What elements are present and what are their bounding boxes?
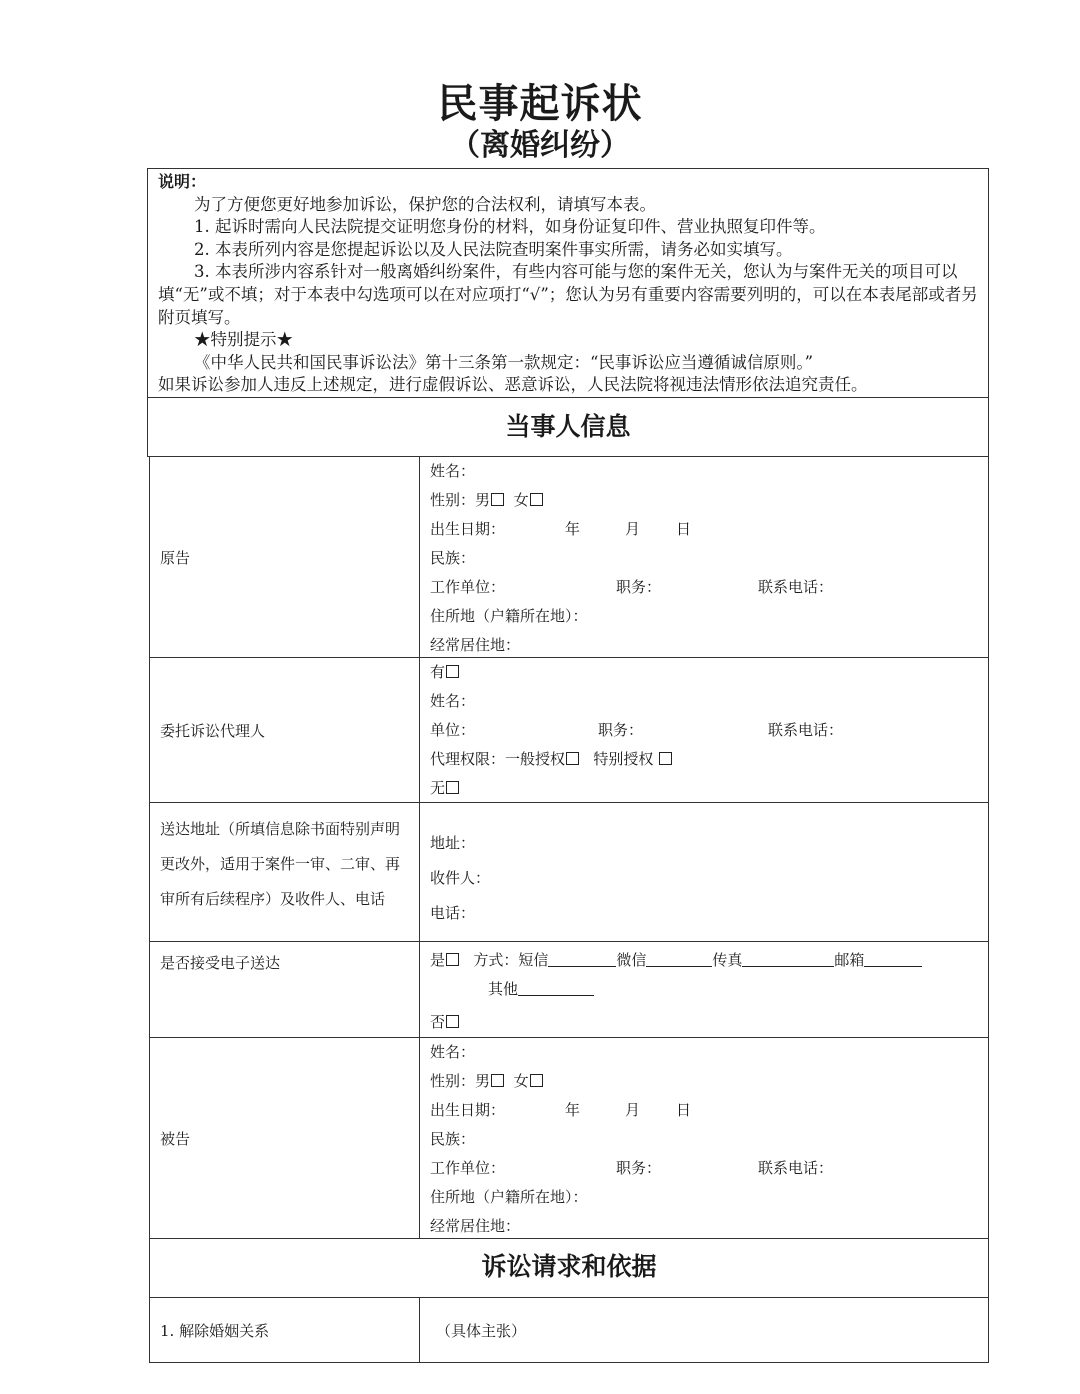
instructions-item-3: 3. 本表所涉内容系针对一般离婚纠纷案件，有些内容可能与您的案件无关，您认为与案件无关的项目可以填“无”或不填；对于本表中勾选项可以在对应项打“√”；您认为另有重要内容需要列明的，可以在本表尾部或者另附页填写。 xyxy=(158,262,978,327)
claim-value-field[interactable] xyxy=(420,1298,988,1362)
section-header-parties xyxy=(147,397,989,457)
instructions-intro: 为了方便您更好地参加诉讼，保护您的合法权利，请填写本表。 xyxy=(194,194,656,214)
claim-row xyxy=(149,1298,989,1363)
agent-phone-field[interactable]: 联系电话： xyxy=(768,721,844,739)
instructions-item-2: 2. 本表所列内容是您提起诉讼以及人民法院查明案件事实所需，请务必如实填写。 xyxy=(194,239,793,259)
day-label: 日 xyxy=(676,520,692,538)
plaintiff-row xyxy=(149,457,989,658)
fax-label: 传真 xyxy=(712,951,743,969)
agent-yes-option: 有 xyxy=(430,663,446,681)
birth-date-label[interactable]: 出生日期： xyxy=(430,520,506,538)
sms-label: 短信 xyxy=(518,951,549,969)
birth-date-label[interactable]: 出生日期： xyxy=(430,1101,506,1119)
general-authority-option: 一般授权 xyxy=(505,750,566,768)
agent-no-checkbox[interactable] xyxy=(446,781,459,794)
plaintiff-label: 原告 xyxy=(150,457,420,657)
email-label: 邮箱 xyxy=(834,951,865,969)
recipient-field[interactable]: 收件人： xyxy=(430,869,491,887)
document-subtitle: （离婚纠纷） xyxy=(450,128,630,163)
wechat-label: 微信 xyxy=(616,951,647,969)
position-field[interactable]: 职务： xyxy=(616,1159,662,1177)
phone-field[interactable]: 联系电话： xyxy=(758,578,834,596)
position-field[interactable]: 职务： xyxy=(616,578,662,596)
wechat-input[interactable] xyxy=(646,952,712,967)
agent-row xyxy=(149,658,989,803)
phone-field[interactable]: 联系电话： xyxy=(758,1159,834,1177)
service-address-field[interactable]: 地址： xyxy=(430,834,476,852)
authority-label: 代理权限： xyxy=(430,750,506,768)
ethnicity-field[interactable]: 民族： xyxy=(430,549,476,567)
service-fields xyxy=(420,803,988,941)
year-label: 年 xyxy=(565,520,581,538)
method-label: 方式： xyxy=(473,951,519,969)
special-notice-line-1: 《中华人民共和国民事诉讼法》第十三条第一款规定：“民事诉讼应当遵循诚信原则。” xyxy=(194,352,814,372)
instructions-heading: 说明： xyxy=(158,172,207,191)
gender-label: 性别： xyxy=(430,1072,476,1090)
male-checkbox[interactable] xyxy=(491,493,504,506)
male-option: 男 xyxy=(475,1072,491,1090)
domicile-field[interactable]: 住所地（户籍所在地）： xyxy=(430,607,588,625)
special-notice-heading: ★特别提示★ xyxy=(194,330,293,350)
employer-field[interactable]: 工作单位： xyxy=(430,578,506,596)
other-label: 其他 xyxy=(488,980,519,998)
employer-field[interactable]: 工作单位： xyxy=(430,1159,506,1177)
agent-unit-field[interactable]: 单位： xyxy=(430,721,476,739)
plaintiff-name-field[interactable]: 姓名： xyxy=(430,462,476,480)
service-address-row xyxy=(149,803,989,942)
defendant-name-field[interactable]: 姓名： xyxy=(430,1043,476,1061)
domicile-field[interactable]: 住所地（户籍所在地）： xyxy=(430,1188,588,1206)
female-checkbox[interactable] xyxy=(530,1074,543,1087)
other-input[interactable] xyxy=(518,981,594,996)
female-checkbox[interactable] xyxy=(530,493,543,506)
email-input[interactable] xyxy=(864,952,922,967)
ethnicity-field[interactable]: 民族： xyxy=(430,1130,476,1148)
month-label: 月 xyxy=(625,520,641,538)
instructions-item-1: 1. 起诉时需向人民法院提交证明您身份的材料，如身份证复印件、营业执照复印件等。 xyxy=(194,217,826,237)
defendant-label: 被告 xyxy=(150,1038,420,1238)
service-address-label: 送达地址（所填信息除书面特别声明更改外，适用于案件一审、二审、再审所有后续程序）及收件人、电话 xyxy=(150,803,420,941)
special-authority-option: 特别授权 xyxy=(593,750,659,768)
agent-no-option: 无 xyxy=(430,779,446,797)
day-label: 日 xyxy=(676,1101,692,1119)
document-title: 民事起诉状 xyxy=(437,80,643,127)
defendant-fields xyxy=(420,1038,988,1238)
gender-label: 性别： xyxy=(430,491,476,509)
electronic-no-option: 否 xyxy=(430,1013,446,1031)
female-option: 女 xyxy=(513,1072,529,1090)
general-authority-checkbox[interactable] xyxy=(566,752,579,765)
female-option: 女 xyxy=(513,491,529,509)
plaintiff-fields xyxy=(420,457,988,657)
electronic-service-row xyxy=(149,942,989,1038)
electronic-service-label: 是否接受电子送达 xyxy=(150,942,420,1037)
agent-label: 委托诉讼代理人 xyxy=(150,658,420,802)
male-option: 男 xyxy=(475,491,491,509)
defendant-row xyxy=(149,1038,989,1239)
agent-position-field[interactable]: 职务： xyxy=(598,721,644,739)
agent-fields xyxy=(420,658,988,802)
electronic-yes-checkbox[interactable] xyxy=(446,953,459,966)
claim-label: 1. 解除婚姻关系 xyxy=(150,1298,420,1362)
special-authority-checkbox[interactable] xyxy=(659,752,672,765)
section-title: 当事人信息 xyxy=(505,412,631,441)
sms-input[interactable] xyxy=(548,952,616,967)
electronic-yes-option: 是 xyxy=(430,951,446,969)
service-phone-field[interactable]: 电话： xyxy=(430,904,476,922)
agent-yes-checkbox[interactable] xyxy=(446,665,459,678)
fax-input[interactable] xyxy=(742,952,834,967)
claim-value-hint: （具体主张） xyxy=(436,1321,527,1340)
agent-name-field[interactable]: 姓名： xyxy=(430,692,476,710)
residence-field[interactable]: 经常居住地： xyxy=(430,1217,521,1235)
instructions-box xyxy=(147,168,989,398)
section-header-claims xyxy=(149,1239,989,1298)
year-label: 年 xyxy=(565,1101,581,1119)
section-title: 诉讼请求和依据 xyxy=(481,1252,657,1281)
electronic-service-fields xyxy=(420,942,988,1037)
male-checkbox[interactable] xyxy=(491,1074,504,1087)
residence-field[interactable]: 经常居住地： xyxy=(430,636,521,654)
month-label: 月 xyxy=(625,1101,641,1119)
special-notice-line-2: 如果诉讼参加人违反上述规定，进行虚假诉讼、恶意诉讼，人民法院将视违法情形依法追究责任。 xyxy=(158,375,868,395)
electronic-no-checkbox[interactable] xyxy=(446,1015,459,1028)
